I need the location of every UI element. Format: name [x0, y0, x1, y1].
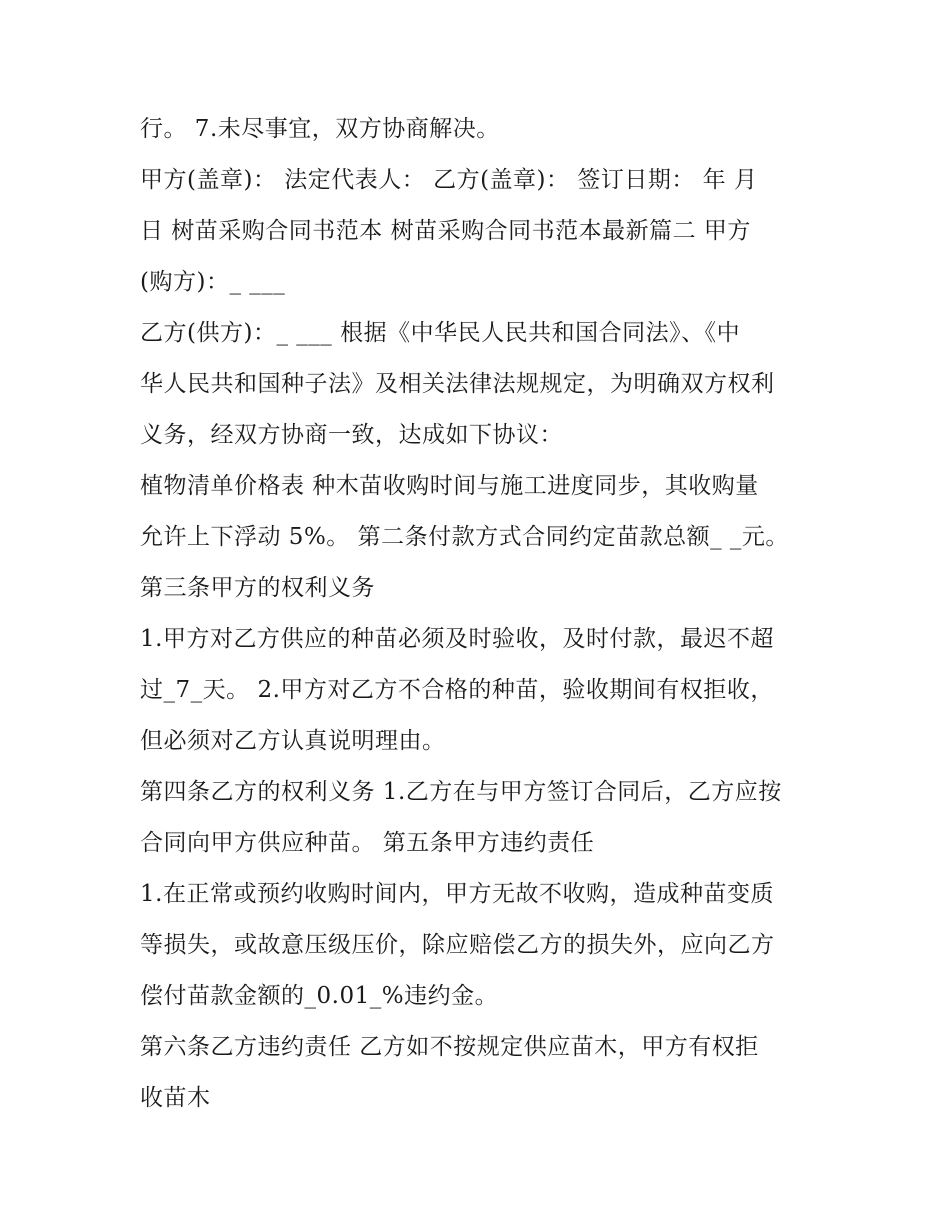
text-line: 过_7_天。 2.甲方对乙方不合格的种苗，验收期间有权拒收， — [140, 677, 774, 703]
text-line: 第六条乙方违约责任 乙方如不按规定供应苗木，甲方有权拒 — [140, 1034, 759, 1060]
text-line: 等损失，或故意压级压价，除应赔偿乙方的损失外，应向乙方 — [140, 932, 775, 958]
text-line: (购方)：_ ___ — [140, 269, 286, 295]
text-line: 允许上下浮动 5%。 第二条付款方式合同约定苗款总额_ _元。 — [140, 524, 789, 550]
text-line: 华人民共和国种子法》及相关法律法规规定，为明确双方权利 — [140, 371, 775, 397]
text-line: 日 树苗采购合同书范本 树苗采购合同书范本最新篇二 甲方 — [140, 218, 751, 244]
text-line: 甲方(盖章)： 法定代表人： 乙方(盖章)： 签订日期： 年 月 — [140, 167, 758, 193]
text-line: 收苗木 — [140, 1085, 211, 1111]
text-line: 行。 7.未尽事宜，双方协商解决。 — [140, 116, 500, 142]
text-line: 偿付苗款金额的_0.01_%违约金。 — [140, 983, 499, 1009]
document-body — [140, 104, 830, 1124]
text-line: 第三条甲方的权利义务 — [140, 575, 375, 601]
text-line: 但必须对乙方认真说明理由。 — [140, 728, 446, 754]
text-line: 义务，经双方协商一致，达成如下协议： — [140, 422, 563, 448]
text-line: 第四条乙方的权利义务 1.乙方在与甲方签订合同后，乙方应按 — [140, 779, 782, 805]
text-line: 1.在正常或预约收购时间内，甲方无故不收购，造成种苗变质 — [140, 881, 774, 907]
text-line: 植物清单价格表 种木苗收购时间与施工进度同步，其收购量 — [140, 473, 759, 499]
text-line: 乙方(供方)：_ ___ 根据《中华民人民共和国合同法》、《中 — [140, 320, 741, 346]
text-line: 合同向甲方供应种苗。 第五条甲方违约责任 — [140, 830, 595, 856]
text-line: 1.甲方对乙方供应的种苗必须及时验收，及时付款，最迟不超 — [140, 626, 774, 652]
